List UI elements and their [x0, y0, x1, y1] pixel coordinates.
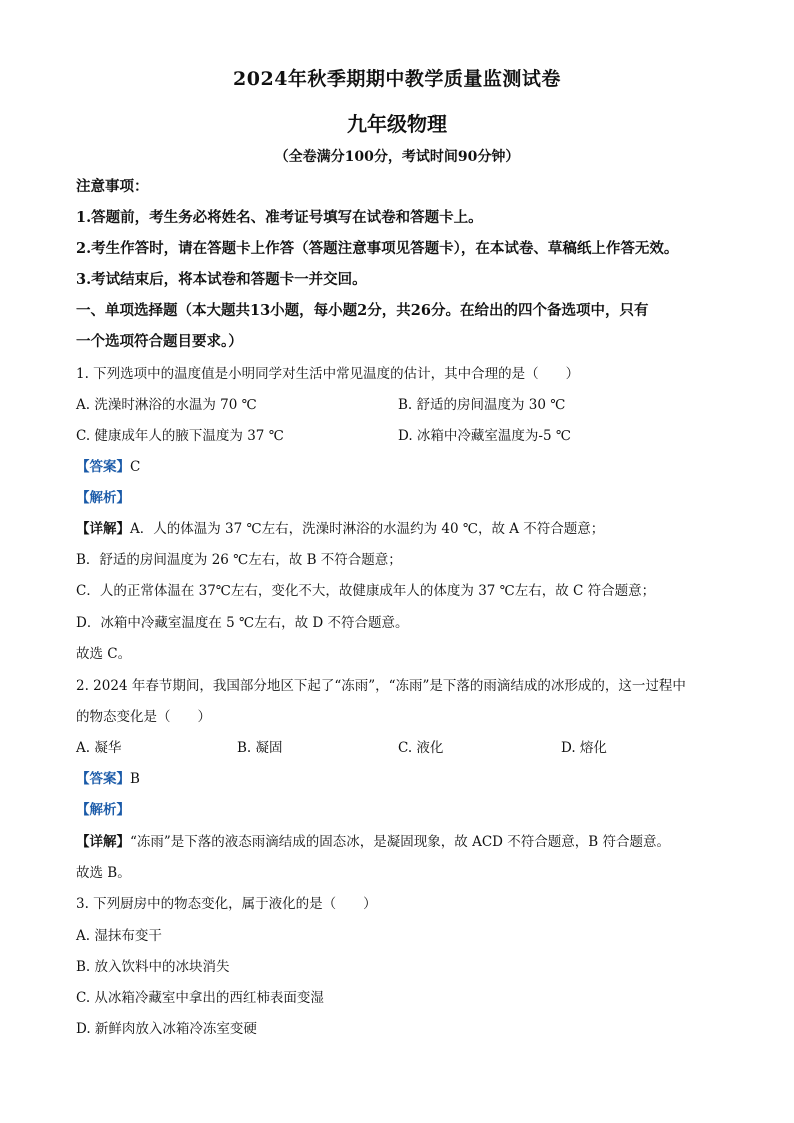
option-b: B. 凝固	[237, 740, 283, 756]
section-heading-cont: 一个选项符合题目要求。）	[76, 333, 243, 350]
option-b: B. 放入饮料中的冰块消失	[76, 959, 230, 975]
answer-tag: 【答案】	[76, 771, 130, 787]
question-stem: 1. 下列选项中的温度值是小明同学对生活中常见温度的估计，其中合理的是（ ）	[76, 366, 580, 382]
analysis-line	[76, 800, 130, 820]
exam-subject: 九年级物理	[347, 112, 447, 136]
conclusion: 故选 B。	[76, 865, 131, 881]
option-c: C. 液化	[398, 740, 444, 756]
section-heading: 一、单项选择题（本大题共13小题，每小题2分，共26分。在给出的四个备选项中，只有	[76, 302, 649, 319]
notice-item: 2.考生作答时，请在答题卡上作答（答题注意事项见答题卡），在本试卷、草稿纸上作答无效。	[76, 240, 679, 257]
option-a: A. 洗澡时淋浴的水温为 70 ℃	[76, 397, 257, 413]
detail-text: “冻雨”是下落的液态雨滴结成的固态冰，是凝固现象，故 ACD 不符合题意，B 符合题意。	[130, 834, 670, 850]
conclusion: 故选 C。	[76, 646, 132, 662]
option-a: A. 湿抹布变干	[76, 928, 162, 944]
answer-value: B	[130, 771, 140, 787]
detail-tag: 【详解】	[76, 834, 130, 850]
answer-line	[76, 457, 140, 477]
notice-heading: 注意事项：	[76, 178, 149, 195]
question-stem: 3. 下列厨房中的物态变化，属于液化的是（ ）	[76, 896, 377, 912]
detail-text: A．人的体温为 37 ℃左右，洗澡时淋浴的水温约为 40 ℃，故 A 不符合题意；	[130, 521, 605, 537]
exam-title: 2024年秋季期期中教学质量监测试卷	[233, 68, 561, 90]
option-c: C. 从冰箱冷藏室中拿出的西红柿表面变湿	[76, 990, 324, 1006]
option-c: C. 健康成年人的腋下温度为 37 ℃	[76, 428, 284, 444]
detail-text: D．冰箱中冷藏室温度在 5 ℃左右，故 D 不符合题意。	[76, 615, 409, 631]
option-d: D. 新鲜肉放入冰箱冷冻室变硬	[76, 1021, 257, 1037]
question-stem-cont: 的物态变化是（ ）	[76, 709, 211, 725]
detail-text: B．舒适的房间温度为 26 ℃左右，故 B 不符合题意；	[76, 552, 402, 568]
option-d: D. 熔化	[561, 740, 607, 756]
exam-note: （全卷满分100分，考试时间90分钟）	[274, 149, 520, 165]
detail-line	[76, 832, 670, 852]
option-a: A. 凝华	[76, 740, 122, 756]
detail-text: C．人的正常体温在 37℃左右，变化不大，故健康成年人的体度为 37 ℃左右，故 C 符合题意；	[76, 583, 656, 599]
detail-line	[76, 519, 604, 539]
answer-value: C	[130, 459, 141, 475]
detail-tag: 【详解】	[76, 521, 130, 537]
notice-item: 1.答题前，考生务必将姓名、准考证号填写在试卷和答题卡上。	[76, 209, 483, 226]
analysis-line	[76, 488, 130, 508]
option-d: D. 冰箱中冷藏室温度为-5 ℃	[398, 428, 571, 444]
analysis-tag: 【解析】	[76, 490, 130, 506]
option-b: B. 舒适的房间温度为 30 ℃	[398, 397, 566, 413]
question-stem: 2. 2024 年春节期间，我国部分地区下起了“冻雨”，“冻雨”是下落的雨滴结成的冰形成的，这一过程中	[76, 678, 686, 694]
notice-item: 3.考试结束后，将本试卷和答题卡一并交回。	[76, 271, 367, 288]
analysis-tag: 【解析】	[76, 802, 130, 818]
answer-line	[76, 769, 140, 789]
answer-tag: 【答案】	[76, 459, 130, 475]
